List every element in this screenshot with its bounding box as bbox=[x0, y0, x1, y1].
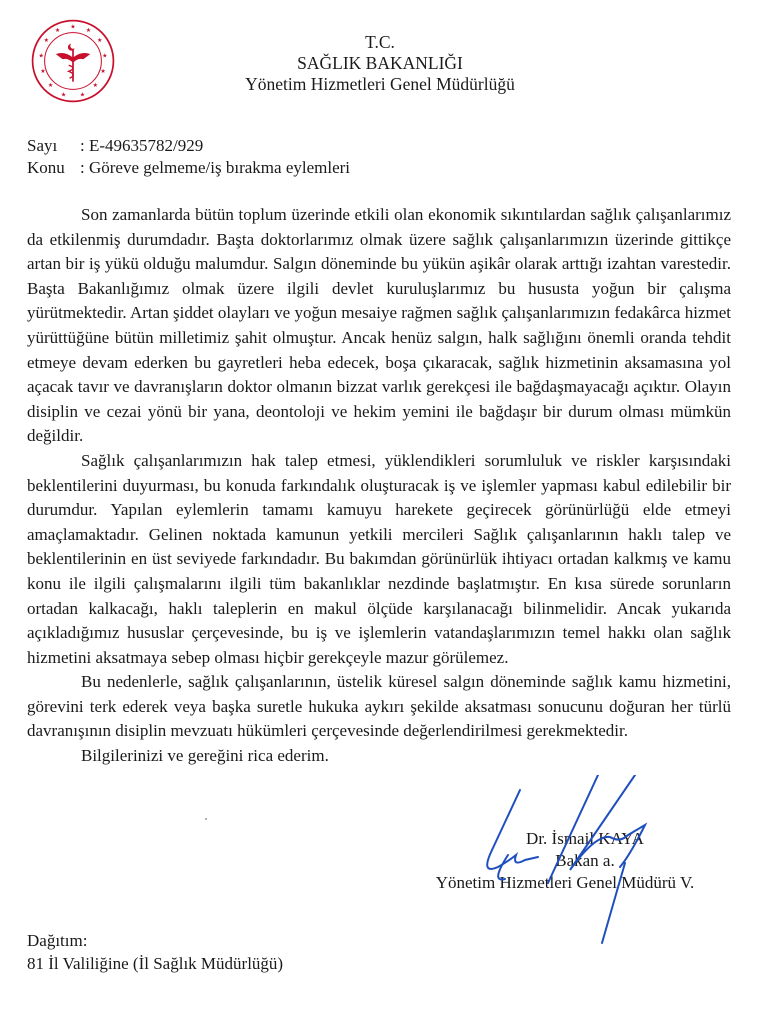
svg-text:★: ★ bbox=[70, 23, 76, 31]
svg-text:★: ★ bbox=[47, 81, 54, 89]
signatory-name: Dr. İsmail KAYA bbox=[526, 829, 644, 848]
header-tc: T.C. bbox=[365, 32, 395, 52]
letterhead bbox=[200, 32, 560, 95]
sayi-value: : E-49635782/929 bbox=[80, 136, 204, 155]
svg-text:★: ★ bbox=[40, 68, 46, 76]
signatory-position: Yönetim Hizmetleri Genel Müdürü V. bbox=[435, 873, 695, 892]
konu-label: Konu bbox=[27, 158, 65, 177]
header-ministry: SAĞLIK BAKANLIĞI bbox=[297, 53, 463, 73]
paragraph: Sağlık çalışanlarımızın hak talep etmesi, yüklendikleri sorumluluk ve riskler karşısındaki beklentilerini duyurması, bu konuda farkındalık oluşturacak iş ve işlemler yapması kabul edilebilir bir durumdur. Yapılan eylemlerin tamamı kamuyu harekete geçirecek görünürlüğü elde etmeyi amaçlamaktadır. Gelinen noktada kamunun yetkili mercileri Sağlık çalışanlarının haklı talep ve beklentilerinin en üst seviyede farkındadır. Bu bakımdan görünürlük ihtiyacı ortadan kalkmış ve kamu konu ile ilgili çalışmalarını ilgili tüm bakanlıklar nezdinde başlatmıştır. En kısa sürede sorunların ortadan kalkacağı, haklı taleplerin en makul ölçüde karşılanacağı bilinmelidir. Ancak yukarıda açıkladığımız hususlar çerçevesinde, bu iş ve işlemlerin vatandaşlarımızın temel hakkı olan sağlık hizmetini aksatmaya sebep olması hiçbir gerekçeyle mazur görülemez. bbox=[27, 450, 731, 667]
scan-speck bbox=[205, 818, 207, 820]
svg-text:★: ★ bbox=[85, 26, 92, 34]
svg-text:★: ★ bbox=[43, 37, 50, 45]
letter-body bbox=[27, 203, 731, 769]
distribution-label: Dağıtım: bbox=[27, 931, 88, 950]
svg-text:★: ★ bbox=[96, 37, 103, 45]
header-directorate: Yönetim Hizmetleri Genel Müdürlüğü bbox=[245, 74, 515, 94]
signature-block bbox=[415, 828, 715, 894]
svg-text:★: ★ bbox=[92, 81, 99, 89]
paragraph: Son zamanlarda bütün toplum üzerinde etkili olan ekonomik sıkıntılardan sağlık çalışanlarımız da etkilenmiş durumdadır. Başta doktorlarımız olmak üzere sağlık çalışanlarımızın üzerinde gittikçe artan bir iş yükü olduğu malumdur. Salgın döneminde bu yükün aşikâr olarak arttığı izahtan varestedir. Başta Bakanlığımız olmak üzere ilgili devlet kuruluşlarımız bu hususta yoğun bir çalışma yürütmektedir. Artan şiddet olayları ve yoğun mesaiye rağmen sağlık çalışanlarımızın fedakârca hizmet yürüttüğüne bütün milletimiz şahit olmuştur. Ancak henüz salgın, halk sağlığını önemli oranda tehdit etmeye devam ederken bu gayretleri heba edecek, boşa çıkaracak, sağlık hizmetinin aksamasına yol açacak tavır ve davranışların doktor olmanın bizzat varlık gerekçesi ile bağdaşmayacağı açıktır. Olayın disiplin ve cezai yönü bir yana, deontoloji ve hekim yemini ile bağdaşır bir durum olması mümkün değildir. bbox=[27, 205, 731, 446]
svg-text:★: ★ bbox=[38, 52, 44, 60]
document-meta bbox=[27, 135, 350, 179]
konu-value: : Göreve gelmeme/iş bırakma eylemleri bbox=[80, 158, 351, 177]
konu-row bbox=[27, 157, 350, 179]
signatory-title: Bakan a. bbox=[555, 851, 615, 870]
svg-text:★: ★ bbox=[102, 52, 108, 60]
distribution bbox=[27, 929, 283, 975]
svg-text:★: ★ bbox=[54, 26, 61, 34]
paragraph: Bu nedenlerle, sağlık çalışanlarının, üstelik küresel salgın döneminde sağlık kamu hizmetini, görevini terk ederek veya başka suretle hukuka aykırı şekilde aksatması sonucunu doğuran her türlü davranışının disiplin mevzuatı hükümleri çerçevesinde değerlendirilmesi gerekmektedir. bbox=[27, 672, 731, 741]
sayi-label: Sayı bbox=[27, 136, 58, 155]
svg-text:★: ★ bbox=[60, 91, 67, 99]
closing-paragraph: Bilgilerinizi ve gereğini rica ederim. bbox=[81, 746, 329, 766]
svg-text:★: ★ bbox=[79, 91, 86, 99]
ministry-seal-icon bbox=[30, 18, 116, 104]
svg-text:★: ★ bbox=[100, 68, 106, 76]
sayi-row bbox=[27, 135, 350, 157]
distribution-recipient: 81 İl Valiliğine (İl Sağlık Müdürlüğü) bbox=[27, 954, 284, 973]
